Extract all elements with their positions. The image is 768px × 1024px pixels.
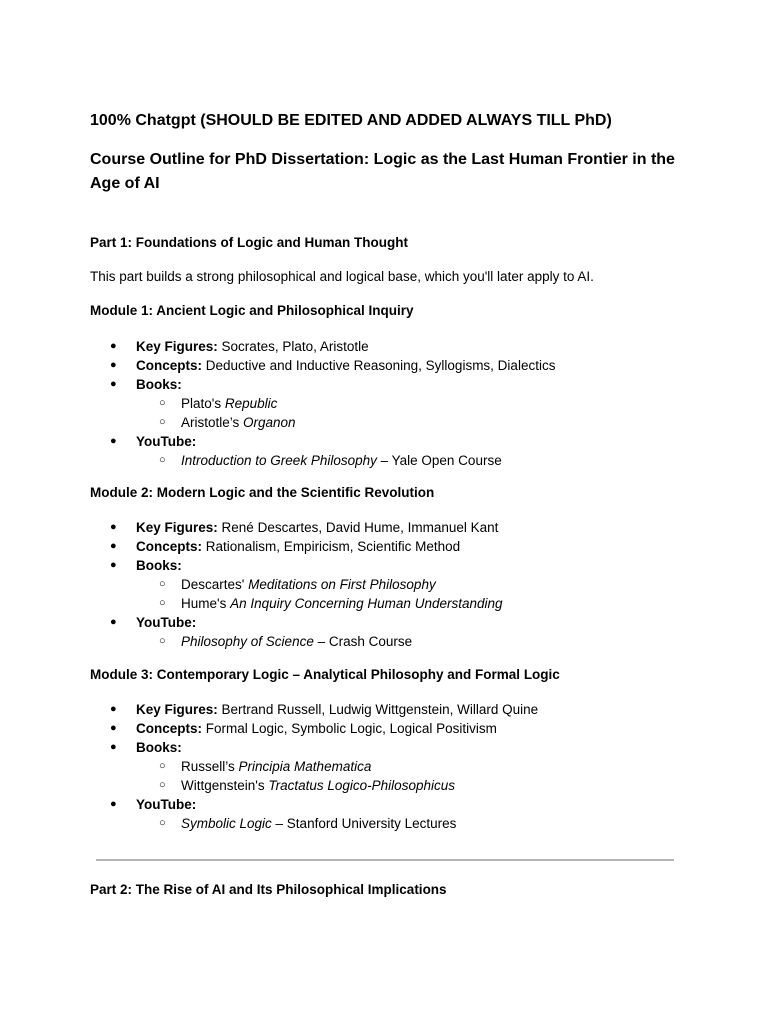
book-title: An Inquiry Concerning Human Understanding xyxy=(230,596,503,611)
books-list xyxy=(136,575,503,613)
list-item xyxy=(90,537,503,556)
video-title: Introduction to Greek Philosophy xyxy=(181,453,377,468)
youtube-list xyxy=(136,451,555,470)
video-title: Philosophy of Science xyxy=(181,634,314,649)
youtube-label: YouTube: xyxy=(136,434,197,449)
book-item xyxy=(136,776,538,795)
module-2-heading: Module 2: Modern Logic and the Scientific Revolution xyxy=(90,485,435,500)
list-item xyxy=(90,432,555,470)
list-item xyxy=(90,738,538,795)
concepts-label: Concepts: xyxy=(136,358,203,373)
video-source: – Stanford University Lectures xyxy=(271,816,457,831)
books-list xyxy=(136,394,555,432)
book-author: Hume's xyxy=(181,596,231,611)
video-title: Symbolic Logic xyxy=(181,816,272,831)
book-title: Republic xyxy=(224,396,278,411)
books-label: Books: xyxy=(136,740,182,755)
header-note: 100% Chatgpt (SHOULD BE EDITED AND ADDED ALWAYS TILL PhD) xyxy=(90,112,612,129)
book-item xyxy=(136,594,503,613)
concepts-value: Rationalism, Empiricism, Scientific Method xyxy=(205,539,461,554)
book-item xyxy=(136,394,555,413)
books-list xyxy=(136,757,538,795)
concepts-value: Formal Logic, Symbolic Logic, Logical Positivism xyxy=(205,721,497,736)
part-1-heading: Part 1: Foundations of Logic and Human Thought xyxy=(90,235,408,250)
concepts-label: Concepts: xyxy=(136,721,203,736)
list-item xyxy=(90,700,538,719)
key-figures-label: Key Figures: xyxy=(136,339,218,354)
horizontal-divider xyxy=(96,859,674,861)
youtube-item xyxy=(136,451,555,470)
book-author: Descartes' xyxy=(181,577,249,592)
book-title: Meditations on First Philosophy xyxy=(248,577,436,592)
book-author: Plato's xyxy=(181,396,225,411)
module-2-list xyxy=(90,518,503,651)
list-item xyxy=(90,356,555,375)
book-author: Aristotle’s xyxy=(181,415,244,430)
youtube-item xyxy=(136,814,538,833)
book-item xyxy=(136,413,555,432)
book-item xyxy=(136,757,538,776)
list-item xyxy=(90,518,503,537)
book-title: Tractatus Logico-Philosophicus xyxy=(268,778,455,793)
part-2-heading: Part 2: The Rise of AI and Its Philosophical Implications xyxy=(90,882,447,897)
youtube-list xyxy=(136,814,538,833)
key-figures-value: Bertrand Russell, Ludwig Wittgenstein, Willard Quine xyxy=(221,702,539,717)
video-source: – Yale Open Course xyxy=(376,453,502,468)
document-title: Course Outline for PhD Dissertation: Logic as the Last Human Frontier in the Age of AI xyxy=(90,151,675,192)
video-source: – Crash Course xyxy=(313,634,413,649)
module-1-heading: Module 1: Ancient Logic and Philosophical Inquiry xyxy=(90,303,414,318)
books-label: Books: xyxy=(136,558,182,573)
key-figures-value: Socrates, Plato, Aristotle xyxy=(221,339,369,354)
part-1-intro: This part builds a strong philosophical and logical base, which you'll later apply to AI. xyxy=(90,269,594,284)
key-figures-value: René Descartes, David Hume, Immanuel Kant xyxy=(221,520,499,535)
book-title: Principia Mathematica xyxy=(238,759,372,774)
key-figures-label: Key Figures: xyxy=(136,520,218,535)
youtube-label: YouTube: xyxy=(136,797,197,812)
book-title: Organon xyxy=(243,415,296,430)
youtube-item xyxy=(136,632,503,651)
list-item xyxy=(90,613,503,651)
youtube-list xyxy=(136,632,503,651)
books-label: Books: xyxy=(136,377,182,392)
book-author: Wittgenstein's xyxy=(181,778,269,793)
concepts-value: Deductive and Inductive Reasoning, Syllogisms, Dialectics xyxy=(205,358,556,373)
module-3-heading: Module 3: Contemporary Logic – Analytical Philosophy and Formal Logic xyxy=(90,667,560,682)
key-figures-label: Key Figures: xyxy=(136,702,218,717)
concepts-label: Concepts: xyxy=(136,539,203,554)
book-item xyxy=(136,575,503,594)
list-item xyxy=(90,795,538,833)
list-item xyxy=(90,556,503,613)
list-item xyxy=(90,375,555,432)
list-item xyxy=(90,719,538,738)
book-author: Russell’s xyxy=(181,759,239,774)
youtube-label: YouTube: xyxy=(136,615,197,630)
module-1-list xyxy=(90,337,555,470)
list-item xyxy=(90,337,555,356)
module-3-list xyxy=(90,700,538,833)
